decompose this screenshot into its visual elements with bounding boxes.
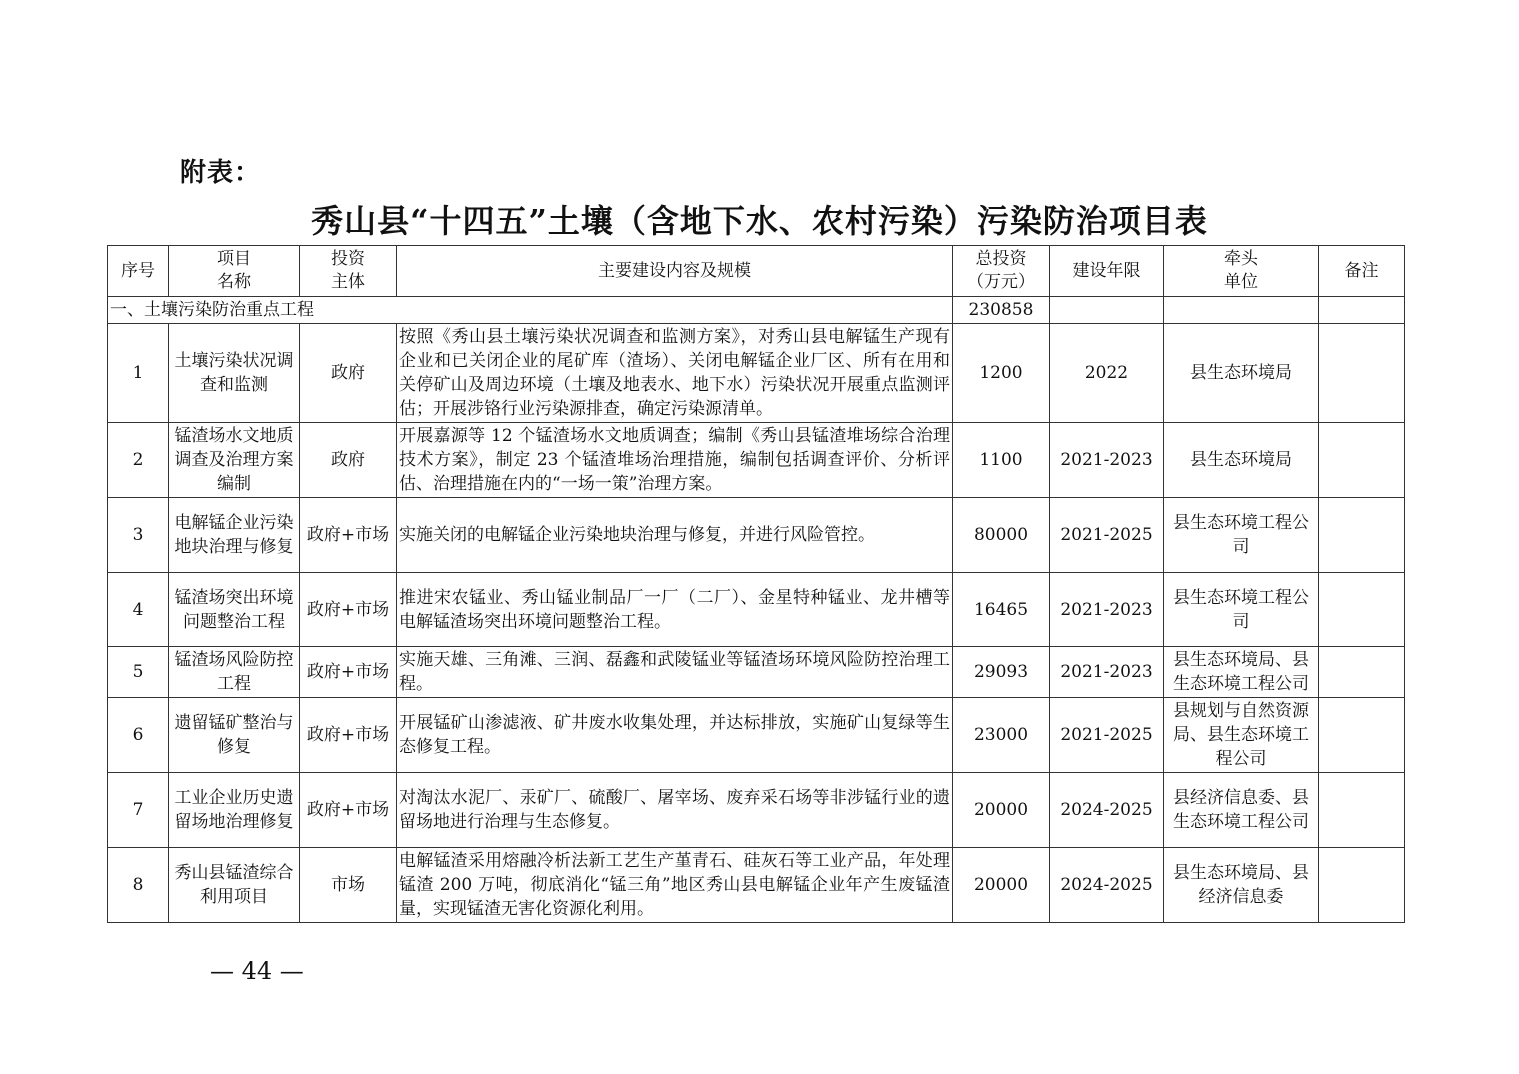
project-table	[107, 245, 1405, 923]
section-row	[108, 297, 1405, 324]
header-content: 主要建设内容及规模	[397, 246, 953, 297]
row-seq: 1	[108, 324, 169, 423]
page-number: — 44 —	[210, 957, 304, 985]
row-name: 电解锰企业污染地块治理与修复	[169, 498, 300, 573]
row-content: 实施关闭的电解锰企业污染地块治理与修复，并进行风险管控。	[397, 498, 953, 573]
row-name: 锰渣场水文地质调查及治理方案编制	[169, 423, 300, 498]
row-total: 29093	[953, 647, 1050, 698]
row-period: 2021-2023	[1050, 647, 1164, 698]
row-total: 1200	[953, 324, 1050, 423]
row-period: 2021-2023	[1050, 423, 1164, 498]
row-note	[1319, 573, 1405, 647]
row-content: 电解锰渣采用熔融冷析法新工艺生产堇青石、硅灰石等工业产品，年处理锰渣 200 万吨，彻底消化“锰三角”地区秀山县电解锰企业年产生废锰渣量，实现锰渣无害化资源化利用。	[397, 848, 953, 923]
row-content: 按照《秀山县土壤污染状况调查和监测方案》，对秀山县电解锰生产现有企业和已关闭企业的尾矿库（渣场）、关闭电解锰企业厂区、所有在用和关停矿山及周边环境（土壤及地表水、地下水）污染状况开展重点监测评估；开展涉铬行业污染源排查，确定污染源清单。	[397, 324, 953, 423]
row-period: 2024-2025	[1050, 773, 1164, 848]
header-period: 建设年限	[1050, 246, 1164, 297]
section-label: 一、土壤污染防治重点工程	[108, 297, 953, 324]
row-lead: 县生态环境局、县经济信息委	[1164, 848, 1319, 923]
row-investor: 政府	[300, 324, 397, 423]
row-total: 20000	[953, 773, 1050, 848]
row-period: 2024-2025	[1050, 848, 1164, 923]
header-lead: 牵头 单位	[1164, 246, 1319, 297]
appendix-label: 附表：	[180, 158, 262, 188]
row-total: 23000	[953, 698, 1050, 773]
row-total: 1100	[953, 423, 1050, 498]
table-row	[108, 848, 1405, 923]
row-note	[1319, 324, 1405, 423]
row-seq: 7	[108, 773, 169, 848]
row-seq: 8	[108, 848, 169, 923]
section-total: 230858	[953, 297, 1050, 324]
row-lead: 县生态环境局	[1164, 423, 1319, 498]
row-investor: 政府+市场	[300, 573, 397, 647]
header-total: 总投资 （万元）	[953, 246, 1050, 297]
row-content: 开展锰矿山渗滤液、矿井废水收集处理，并达标排放，实施矿山复绿等生态修复工程。	[397, 698, 953, 773]
row-note	[1319, 773, 1405, 848]
row-note	[1319, 498, 1405, 573]
row-content: 对淘汰水泥厂、汞矿厂、硫酸厂、屠宰场、废弃采石场等非涉锰行业的遗留场地进行治理与生态修复。	[397, 773, 953, 848]
table-row	[108, 647, 1405, 698]
table-row	[108, 423, 1405, 498]
section-empty-cell	[1050, 297, 1164, 324]
row-period: 2021-2025	[1050, 698, 1164, 773]
row-lead: 县生态环境局、县生态环境工程公司	[1164, 647, 1319, 698]
section-empty-cell	[1164, 297, 1319, 324]
row-investor: 政府+市场	[300, 773, 397, 848]
row-total: 20000	[953, 848, 1050, 923]
row-total: 16465	[953, 573, 1050, 647]
row-seq: 4	[108, 573, 169, 647]
row-name: 锰渣场突出环境问题整治工程	[169, 573, 300, 647]
row-lead: 县规划与自然资源局、县生态环境工程公司	[1164, 698, 1319, 773]
header-investor: 投资 主体	[300, 246, 397, 297]
table-row	[108, 324, 1405, 423]
row-lead: 县经济信息委、县生态环境工程公司	[1164, 773, 1319, 848]
header-name: 项目 名称	[169, 246, 300, 297]
header-row	[108, 246, 1405, 297]
page-title: 秀山县“十四五”土壤（含地下水、农村污染）污染防治项目表	[311, 202, 1208, 240]
row-seq: 5	[108, 647, 169, 698]
row-name: 工业企业历史遗留场地治理修复	[169, 773, 300, 848]
row-note	[1319, 423, 1405, 498]
row-seq: 6	[108, 698, 169, 773]
row-note	[1319, 647, 1405, 698]
row-name: 锰渣场风险防控工程	[169, 647, 300, 698]
row-content: 推进宋农锰业、秀山锰业制品厂一厂（二厂）、金星特种锰业、龙井槽等电解锰渣场突出环境问题整治工程。	[397, 573, 953, 647]
table-row	[108, 573, 1405, 647]
row-investor: 政府+市场	[300, 647, 397, 698]
row-period: 2022	[1050, 324, 1164, 423]
row-lead: 县生态环境工程公司	[1164, 498, 1319, 573]
row-note	[1319, 848, 1405, 923]
row-investor: 政府+市场	[300, 698, 397, 773]
header-note: 备注	[1319, 246, 1405, 297]
row-content: 实施天雄、三角滩、三润、磊鑫和武陵锰业等锰渣场环境风险防控治理工程。	[397, 647, 953, 698]
header-seq: 序号	[108, 246, 169, 297]
row-name: 秀山县锰渣综合利用项目	[169, 848, 300, 923]
row-seq: 2	[108, 423, 169, 498]
section-empty-cell	[1319, 297, 1405, 324]
row-period: 2021-2025	[1050, 498, 1164, 573]
row-name: 遗留锰矿整治与修复	[169, 698, 300, 773]
table-row	[108, 698, 1405, 773]
row-investor: 政府	[300, 423, 397, 498]
table-row	[108, 498, 1405, 573]
row-total: 80000	[953, 498, 1050, 573]
row-investor: 政府+市场	[300, 498, 397, 573]
row-name: 土壤污染状况调查和监测	[169, 324, 300, 423]
row-seq: 3	[108, 498, 169, 573]
row-period: 2021-2023	[1050, 573, 1164, 647]
row-note	[1319, 698, 1405, 773]
table-row	[108, 773, 1405, 848]
row-lead: 县生态环境工程公司	[1164, 573, 1319, 647]
row-content: 开展嘉源等 12 个锰渣场水文地质调查；编制《秀山县锰渣堆场综合治理技术方案》，制定 23 个锰渣堆场治理措施，编制包括调查评价、分析评估、治理措施在内的“一场一策”治理方案。	[397, 423, 953, 498]
row-investor: 市场	[300, 848, 397, 923]
row-lead: 县生态环境局	[1164, 324, 1319, 423]
